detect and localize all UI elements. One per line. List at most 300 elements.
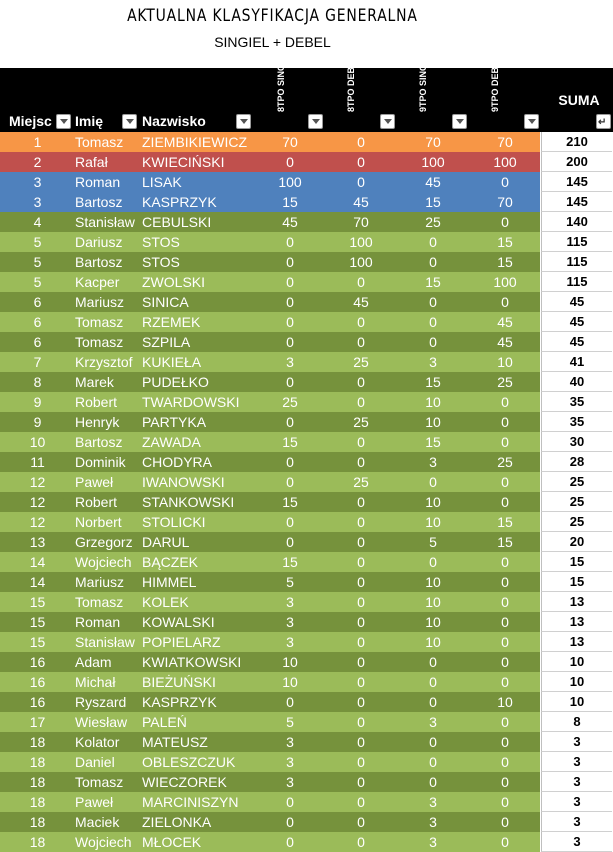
cell-last-name: LISAK [142, 174, 182, 190]
cell-8tpo-debel: 0 [357, 634, 365, 650]
cell-place: 9 [33, 414, 42, 430]
header-nazwisko: Nazwisko [142, 113, 206, 129]
cell-last-name: ZWOLSKI [142, 274, 206, 290]
cell-9tpo-debel: 25 [497, 454, 513, 470]
cell-8tpo-debel: 45 [353, 294, 369, 310]
cell-9tpo-singiel: 3 [429, 814, 437, 830]
table-row [0, 692, 613, 712]
cell-last-name: OBLESZCZUK [142, 754, 236, 770]
cell-first-name: Adam [75, 654, 112, 670]
cell-8tpo-debel: 25 [353, 354, 369, 370]
cell-place: 15 [29, 594, 46, 610]
table-row [0, 792, 613, 812]
cell-first-name: Roman [75, 174, 121, 190]
cell-place: 1 [33, 134, 42, 150]
cell-place: 6 [33, 314, 42, 330]
cell-9tpo-debel: 15 [497, 534, 513, 550]
cell-8tpo-debel: 0 [357, 614, 365, 630]
cell-place: 2 [33, 154, 42, 170]
cell-9tpo-debel: 0 [501, 754, 509, 770]
table-row [0, 132, 613, 152]
cell-9tpo-singiel: 10 [425, 494, 441, 510]
cell-suma: 3 [541, 752, 612, 772]
cell-8tpo-singiel: 45 [282, 214, 298, 230]
cell-8tpo-debel: 0 [357, 274, 365, 290]
table-row [0, 632, 613, 652]
table-row [0, 432, 613, 452]
cell-place: 12 [29, 494, 46, 510]
cell-last-name: ZIEMBIKIEWICZ [142, 134, 247, 150]
cell-8tpo-singiel: 0 [286, 794, 294, 810]
cell-place: 16 [29, 674, 46, 690]
cell-9tpo-debel: 45 [497, 314, 513, 330]
cell-suma: 40 [541, 372, 612, 392]
filter-dropdown-8tpo-debel[interactable] [380, 114, 395, 129]
cell-place: 16 [29, 694, 46, 710]
cell-9tpo-debel: 0 [501, 814, 509, 830]
cell-suma: 41 [541, 352, 612, 372]
cell-9tpo-debel: 0 [501, 634, 509, 650]
cell-first-name: Grzegorz [75, 534, 133, 550]
cell-8tpo-debel: 0 [357, 734, 365, 750]
cell-suma: 28 [541, 452, 612, 472]
cell-first-name: Bartosz [75, 194, 123, 210]
cell-9tpo-singiel: 3 [429, 354, 437, 370]
table-row [0, 172, 613, 192]
cell-suma: 115 [541, 272, 612, 292]
table-row [0, 312, 613, 332]
cell-9tpo-singiel: 0 [429, 734, 437, 750]
table-row [0, 252, 613, 272]
cell-first-name: Wojciech [75, 554, 132, 570]
cell-suma: 3 [541, 792, 612, 812]
cell-suma: 115 [541, 252, 612, 272]
cell-8tpo-singiel: 100 [278, 174, 302, 190]
cell-9tpo-debel: 0 [501, 414, 509, 430]
table-row [0, 652, 613, 672]
cell-8tpo-singiel: 70 [282, 134, 298, 150]
table-row [0, 552, 613, 572]
cell-9tpo-debel: 45 [497, 334, 513, 350]
cell-first-name: Dariusz [75, 234, 123, 250]
cell-place: 9 [33, 394, 42, 410]
header-suma: SUMA [558, 92, 600, 108]
cell-8tpo-debel: 0 [357, 434, 365, 450]
cell-9tpo-singiel: 0 [429, 234, 437, 250]
cell-last-name: DARUL [142, 534, 190, 550]
cell-place: 12 [29, 474, 46, 490]
cell-9tpo-singiel: 10 [425, 634, 441, 650]
cell-9tpo-debel: 0 [501, 394, 509, 410]
table-row [0, 152, 613, 172]
cell-9tpo-debel: 0 [501, 294, 509, 310]
cell-place: 16 [29, 654, 46, 670]
cell-last-name: TWARDOWSKI [142, 394, 240, 410]
cell-last-name: BĄCZEK [142, 554, 199, 570]
cell-first-name: Paweł [75, 794, 114, 810]
cell-first-name: Henryk [75, 414, 120, 430]
cell-suma: 3 [541, 832, 612, 852]
header-8tpo-singiel: 8TPO SINGIEL [276, 49, 286, 112]
cell-last-name: KUKIEŁA [142, 354, 202, 370]
cell-suma: 45 [541, 332, 612, 352]
cell-9tpo-debel: 0 [501, 574, 509, 590]
cell-8tpo-debel: 0 [357, 834, 365, 850]
cell-9tpo-debel: 0 [501, 734, 509, 750]
cell-place: 18 [29, 834, 46, 850]
table-row [0, 532, 613, 552]
cell-place: 15 [29, 614, 46, 630]
cell-last-name: STANKOWSKI [142, 494, 235, 510]
cell-8tpo-debel: 0 [357, 594, 365, 610]
cell-last-name: KWIATKOWSKI [142, 654, 242, 670]
cell-9tpo-singiel: 10 [425, 594, 441, 610]
cell-suma: 115 [541, 232, 612, 252]
cell-8tpo-singiel: 0 [286, 234, 294, 250]
filter-dropdown-miejsce[interactable] [56, 114, 71, 129]
cell-9tpo-debel: 10 [497, 354, 513, 370]
cell-first-name: Robert [75, 494, 118, 510]
cell-9tpo-singiel: 10 [425, 614, 441, 630]
cell-9tpo-singiel: 0 [429, 554, 437, 570]
cell-first-name: Tomasz [75, 774, 124, 790]
cell-last-name: STOS [142, 234, 180, 250]
cell-place: 7 [33, 354, 42, 370]
cell-last-name: MARCINISZYN [142, 794, 239, 810]
cell-suma: 30 [541, 432, 612, 452]
table-row [0, 232, 613, 252]
cell-place: 18 [29, 734, 46, 750]
cell-8tpo-singiel: 0 [286, 314, 294, 330]
cell-first-name: Dominik [75, 454, 126, 470]
header-8tpo-debel: 8TPO DEBEL [346, 55, 356, 112]
cell-8tpo-debel: 25 [353, 474, 369, 490]
table-row [0, 752, 613, 772]
cell-last-name: MATEUSZ [142, 734, 208, 750]
cell-first-name: Mariusz [75, 294, 125, 310]
cell-9tpo-singiel: 0 [429, 774, 437, 790]
cell-9tpo-singiel: 10 [425, 574, 441, 590]
cell-9tpo-debel: 15 [497, 514, 513, 530]
cell-9tpo-debel: 0 [501, 614, 509, 630]
table-row [0, 672, 613, 692]
cell-first-name: Robert [75, 394, 118, 410]
cell-last-name: CEBULSKI [142, 214, 212, 230]
cell-first-name: Stanisław [75, 634, 135, 650]
table-row [0, 592, 613, 612]
cell-9tpo-debel: 100 [493, 154, 517, 170]
cell-last-name: MŁOCEK [142, 834, 202, 850]
filter-dropdown-9tpo-singiel[interactable] [452, 114, 467, 129]
table-row [0, 392, 613, 412]
table-row [0, 712, 613, 732]
table-row [0, 272, 613, 292]
cell-place: 14 [29, 574, 46, 590]
cell-8tpo-singiel: 3 [286, 754, 294, 770]
cell-9tpo-debel: 0 [501, 594, 509, 610]
cell-9tpo-debel: 70 [497, 134, 513, 150]
cell-suma: 13 [541, 632, 612, 652]
cell-place: 14 [29, 554, 46, 570]
cell-8tpo-singiel: 3 [286, 594, 294, 610]
cell-8tpo-singiel: 0 [286, 274, 294, 290]
cell-place: 5 [33, 234, 42, 250]
cell-first-name: Roman [75, 614, 121, 630]
table-row [0, 472, 613, 492]
cell-suma: 13 [541, 612, 612, 632]
cell-suma: 15 [541, 572, 612, 592]
table-row [0, 192, 613, 212]
cell-8tpo-singiel: 15 [282, 434, 298, 450]
cell-8tpo-singiel: 3 [286, 354, 294, 370]
cell-8tpo-debel: 0 [357, 334, 365, 350]
cell-place: 12 [29, 514, 46, 530]
cell-8tpo-singiel: 0 [286, 414, 294, 430]
filter-dropdown-9tpo-debel[interactable] [524, 114, 539, 129]
cell-last-name: KOWALSKI [142, 614, 215, 630]
cell-first-name: Mariusz [75, 574, 125, 590]
table-row [0, 372, 613, 392]
cell-last-name: PARTYKA [142, 414, 207, 430]
cell-suma: 140 [541, 212, 612, 232]
cell-suma: 35 [541, 412, 612, 432]
cell-first-name: Rafał [75, 154, 108, 170]
table-row [0, 812, 613, 832]
cell-last-name: STOLICKI [142, 514, 206, 530]
cell-suma: 10 [541, 672, 612, 692]
cell-8tpo-debel: 0 [357, 134, 365, 150]
cell-8tpo-singiel: 0 [286, 534, 294, 550]
cell-8tpo-debel: 0 [357, 814, 365, 830]
cell-9tpo-debel: 0 [501, 434, 509, 450]
cell-suma: 35 [541, 392, 612, 412]
cell-8tpo-singiel: 3 [286, 614, 294, 630]
cell-9tpo-debel: 0 [501, 674, 509, 690]
cell-8tpo-singiel: 10 [282, 654, 298, 670]
cell-8tpo-debel: 0 [357, 754, 365, 770]
cell-suma: 3 [541, 812, 612, 832]
cell-8tpo-debel: 25 [353, 414, 369, 430]
cell-place: 18 [29, 774, 46, 790]
cell-last-name: SZPILA [142, 334, 191, 350]
cell-9tpo-debel: 100 [493, 274, 517, 290]
cell-suma: 145 [541, 192, 612, 212]
cell-first-name: Kolator [75, 734, 120, 750]
cell-place: 8 [33, 374, 42, 390]
cell-last-name: ZAWADA [142, 434, 201, 450]
cell-8tpo-singiel: 3 [286, 774, 294, 790]
cell-last-name: IWANOWSKI [142, 474, 225, 490]
table-row [0, 212, 613, 232]
cell-9tpo-debel: 15 [497, 234, 513, 250]
cell-last-name: PALEŃ [142, 714, 187, 730]
cell-9tpo-singiel: 0 [429, 694, 437, 710]
cell-place: 4 [33, 214, 42, 230]
header-imie: Imię [75, 113, 104, 129]
table-header [0, 49, 613, 132]
table-row [0, 332, 613, 352]
cell-last-name: WIECZOREK [142, 774, 227, 790]
cell-9tpo-debel: 0 [501, 774, 509, 790]
cell-last-name: PUDEŁKO [142, 374, 209, 390]
cell-suma: 25 [541, 472, 612, 492]
cell-suma: 20 [541, 532, 612, 552]
cell-9tpo-singiel: 3 [429, 454, 437, 470]
cell-suma: 10 [541, 652, 612, 672]
filter-dropdown-imie[interactable] [122, 114, 137, 129]
cell-place: 18 [29, 794, 46, 810]
cell-8tpo-debel: 70 [353, 214, 369, 230]
cell-9tpo-debel: 0 [501, 794, 509, 810]
cell-place: 11 [30, 454, 45, 470]
cell-first-name: Michał [75, 674, 116, 690]
cell-8tpo-singiel: 0 [286, 254, 294, 270]
cell-9tpo-debel: 0 [501, 834, 509, 850]
cell-9tpo-singiel: 15 [425, 274, 441, 290]
cell-8tpo-debel: 0 [357, 174, 365, 190]
cell-place: 13 [29, 534, 46, 550]
cell-suma: 13 [541, 592, 612, 612]
cell-9tpo-debel: 70 [497, 194, 513, 210]
cell-suma: 15 [541, 552, 612, 572]
page-title: AKTUALNA KLASYFIKACJA GENERALNA [127, 6, 418, 26]
table-row [0, 612, 613, 632]
cell-8tpo-debel: 0 [357, 714, 365, 730]
header-9tpo-debel: 9TPO DEBEL [490, 55, 500, 112]
cell-8tpo-singiel: 15 [282, 194, 298, 210]
cell-8tpo-debel: 100 [349, 254, 373, 270]
cell-9tpo-singiel: 5 [429, 534, 437, 550]
cell-9tpo-singiel: 10 [425, 514, 441, 530]
cell-9tpo-singiel: 15 [425, 374, 441, 390]
cell-first-name: Tomasz [75, 314, 124, 330]
cell-last-name: POPIELARZ [142, 634, 221, 650]
cell-first-name: Tomasz [75, 134, 124, 150]
table-row [0, 292, 613, 312]
cell-8tpo-debel: 100 [349, 234, 373, 250]
cell-suma: 25 [541, 492, 612, 512]
cell-8tpo-singiel: 0 [286, 814, 294, 830]
cell-9tpo-singiel: 0 [429, 654, 437, 670]
cell-suma: 25 [541, 512, 612, 532]
cell-suma: 3 [541, 732, 612, 752]
cell-8tpo-singiel: 0 [286, 294, 294, 310]
cell-place: 6 [33, 334, 42, 350]
cell-place: 3 [33, 194, 42, 210]
cell-9tpo-debel: 15 [497, 254, 513, 270]
cell-8tpo-debel: 0 [357, 154, 365, 170]
cell-8tpo-singiel: 3 [286, 634, 294, 650]
cell-first-name: Paweł [75, 474, 114, 490]
cell-last-name: ZIELONKA [142, 814, 212, 830]
cell-9tpo-singiel: 3 [429, 794, 437, 810]
cell-last-name: CHODYRA [142, 454, 213, 470]
cell-8tpo-singiel: 10 [282, 674, 298, 690]
cell-9tpo-singiel: 0 [429, 254, 437, 270]
cell-suma: 200 [541, 152, 612, 172]
cell-first-name: Ryszard [75, 694, 127, 710]
cell-8tpo-debel: 0 [357, 694, 365, 710]
cell-last-name: KASPRZYK [142, 194, 217, 210]
cell-suma: 8 [541, 712, 612, 732]
cell-8tpo-debel: 0 [357, 394, 365, 410]
cell-9tpo-singiel: 0 [429, 474, 437, 490]
cell-9tpo-singiel: 45 [425, 174, 441, 190]
cell-8tpo-singiel: 5 [286, 714, 294, 730]
cell-8tpo-debel: 0 [357, 494, 365, 510]
filter-dropdown-nazwisko[interactable] [236, 114, 251, 129]
cell-9tpo-debel: 0 [501, 494, 509, 510]
cell-8tpo-debel: 0 [357, 574, 365, 590]
cell-9tpo-debel: 25 [497, 374, 513, 390]
cell-first-name: Tomasz [75, 594, 124, 610]
cell-first-name: Wojciech [75, 834, 132, 850]
header-miejsce: Miejsc [9, 113, 52, 129]
cell-last-name: SINICA [142, 294, 189, 310]
cell-9tpo-singiel: 25 [425, 214, 441, 230]
filter-dropdown-8tpo-singiel[interactable] [308, 114, 323, 129]
cell-8tpo-debel: 0 [357, 534, 365, 550]
cell-first-name: Kacper [75, 274, 120, 290]
table-row [0, 492, 613, 512]
cell-9tpo-debel: 10 [497, 694, 513, 710]
cell-8tpo-debel: 0 [357, 554, 365, 570]
cell-last-name: BIEŻUŃSKI [142, 674, 216, 690]
cell-9tpo-singiel: 15 [425, 194, 441, 210]
cell-8tpo-singiel: 0 [286, 514, 294, 530]
cell-suma: 3 [541, 772, 612, 792]
cell-9tpo-singiel: 0 [429, 754, 437, 770]
page-subtitle: SINGIEL + DEBEL [214, 34, 331, 50]
cell-8tpo-debel: 0 [357, 654, 365, 670]
cell-place: 18 [29, 754, 46, 770]
cell-8tpo-singiel: 15 [282, 494, 298, 510]
cell-9tpo-singiel: 0 [429, 314, 437, 330]
cell-9tpo-debel: 0 [501, 174, 509, 190]
cell-first-name: Krzysztof [75, 354, 133, 370]
cell-first-name: Norbert [75, 514, 122, 530]
header-9tpo-singiel: 9TPO SINGIEL [418, 49, 428, 112]
cell-9tpo-debel: 0 [501, 654, 509, 670]
cell-9tpo-singiel: 0 [429, 674, 437, 690]
cell-8tpo-debel: 0 [357, 674, 365, 690]
cell-9tpo-singiel: 3 [429, 714, 437, 730]
cell-8tpo-singiel: 3 [286, 734, 294, 750]
table-row [0, 352, 613, 372]
cell-suma: 145 [541, 172, 612, 192]
cell-9tpo-singiel: 3 [429, 834, 437, 850]
cell-9tpo-singiel: 10 [425, 394, 441, 410]
cell-suma: 45 [541, 292, 612, 312]
cell-place: 5 [33, 254, 42, 270]
cell-8tpo-debel: 45 [353, 194, 369, 210]
cell-8tpo-debel: 0 [357, 794, 365, 810]
cell-9tpo-singiel: 15 [425, 434, 441, 450]
sort-dropdown-suma[interactable] [596, 114, 611, 129]
cell-8tpo-singiel: 0 [286, 474, 294, 490]
cell-8tpo-debel: 0 [357, 514, 365, 530]
table-row [0, 572, 613, 592]
cell-9tpo-debel: 0 [501, 474, 509, 490]
cell-first-name: Marek [75, 374, 114, 390]
cell-first-name: Wiesław [75, 714, 128, 730]
cell-8tpo-debel: 0 [357, 314, 365, 330]
cell-suma: 45 [541, 312, 612, 332]
cell-8tpo-debel: 0 [357, 774, 365, 790]
cell-9tpo-singiel: 0 [429, 294, 437, 310]
table-row [0, 452, 613, 472]
cell-last-name: HIMMEL [142, 574, 197, 590]
